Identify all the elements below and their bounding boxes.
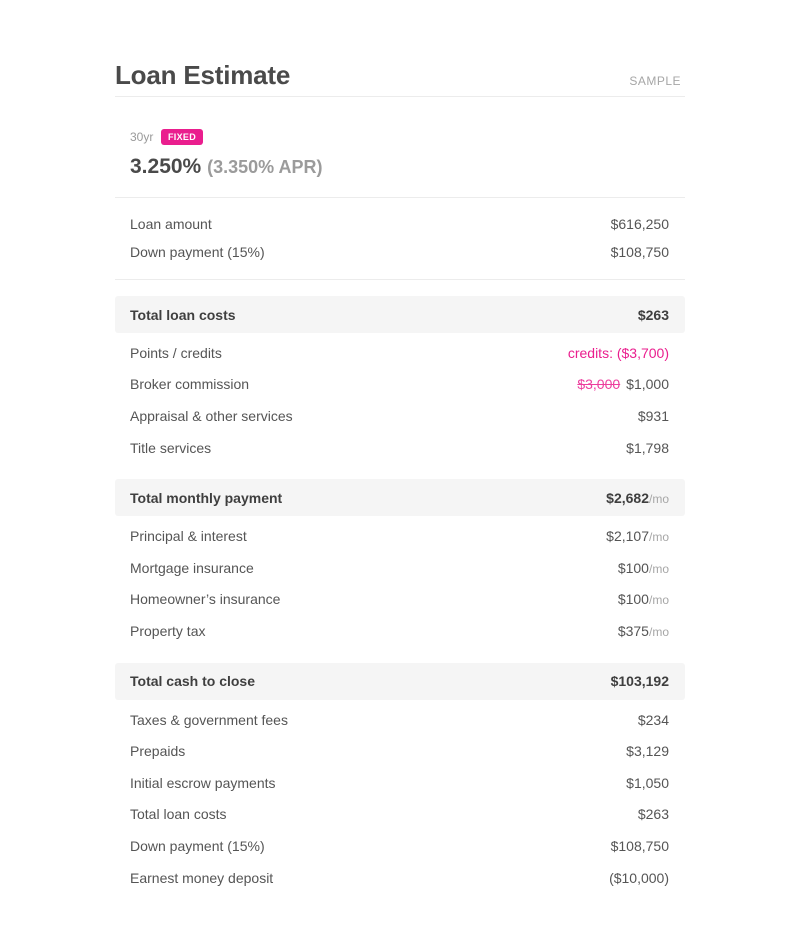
broker-commission-row bbox=[115, 369, 685, 401]
page-title: Loan Estimate bbox=[115, 60, 291, 90]
row-value: $931 bbox=[637, 407, 669, 424]
row-label: Total loan costs bbox=[130, 806, 227, 823]
down-payment-row bbox=[115, 238, 685, 266]
row-value: $3,129 bbox=[626, 743, 669, 760]
apr-value: (3.350% APR) bbox=[207, 157, 323, 177]
row-label: Title services bbox=[130, 439, 212, 456]
earnest-money-row bbox=[115, 862, 685, 894]
loan-amount-row bbox=[115, 210, 685, 238]
row-label: Points / credits bbox=[130, 344, 222, 361]
unit-label: /mo bbox=[648, 593, 669, 608]
row-value: $1,050 bbox=[626, 774, 669, 791]
down-payment-close-row bbox=[115, 830, 685, 862]
row-value: $375 bbox=[617, 622, 649, 639]
row-value: $616,250 bbox=[610, 216, 669, 232]
row-label: Down payment (15%) bbox=[130, 837, 265, 854]
row-value: $234 bbox=[637, 711, 669, 728]
unit-label: /mo bbox=[648, 561, 669, 576]
appraisal-row bbox=[115, 400, 685, 432]
row-value-group bbox=[618, 623, 669, 639]
section-value: $2,682 bbox=[606, 489, 649, 506]
row-value: $1,000 bbox=[626, 376, 669, 393]
row-value: $100 bbox=[617, 559, 649, 576]
row-value-group bbox=[618, 591, 669, 607]
section-header bbox=[115, 296, 685, 333]
prepaids-row bbox=[115, 735, 685, 767]
row-label: Property tax bbox=[130, 622, 206, 639]
row-label: Mortgage insurance bbox=[130, 559, 254, 576]
row-value: $108,750 bbox=[610, 837, 669, 854]
row-value: $108,750 bbox=[610, 244, 669, 260]
original-value: $3,000 bbox=[577, 376, 621, 393]
total-monthly-payment-section bbox=[115, 479, 685, 646]
section-header bbox=[115, 479, 685, 516]
loan-term: 30yr bbox=[130, 130, 154, 144]
row-value: ($10,000) bbox=[609, 869, 669, 886]
rate-block bbox=[115, 97, 685, 198]
section-label: Total monthly payment bbox=[130, 489, 283, 506]
row-value: $2,107 bbox=[606, 528, 649, 545]
row-value: $100 bbox=[617, 591, 649, 608]
row-label: Taxes & government fees bbox=[130, 711, 288, 728]
property-tax-row bbox=[115, 615, 685, 647]
row-value: $1,798 bbox=[626, 439, 669, 456]
rate-value: 3.250% bbox=[130, 155, 202, 178]
sample-label: SAMPLE bbox=[629, 74, 681, 88]
total-loan-costs-section bbox=[115, 296, 685, 463]
section-header bbox=[115, 663, 685, 700]
mortgage-insurance-row bbox=[115, 552, 685, 584]
row-label: Loan amount bbox=[130, 216, 212, 232]
total-cash-to-close-section bbox=[115, 663, 685, 894]
section-value: $103,192 bbox=[610, 673, 669, 690]
card-header bbox=[115, 58, 685, 97]
total-loan-costs-row bbox=[115, 799, 685, 831]
row-label: Appraisal & other services bbox=[130, 407, 293, 424]
loan-summary bbox=[115, 198, 685, 280]
row-value: credits: ($3,700) bbox=[567, 344, 669, 361]
initial-escrow-row bbox=[115, 767, 685, 799]
section-value: $263 bbox=[637, 306, 669, 323]
unit-label: /mo bbox=[648, 491, 669, 506]
title-services-row bbox=[115, 432, 685, 464]
row-label: Principal & interest bbox=[130, 528, 247, 545]
row-label: Down payment (15%) bbox=[130, 244, 265, 260]
interest-rate bbox=[130, 155, 322, 179]
section-label: Total loan costs bbox=[130, 306, 236, 323]
row-value-group bbox=[618, 560, 669, 576]
points-credits-row bbox=[115, 337, 685, 369]
row-label: Prepaids bbox=[130, 743, 186, 760]
row-label: Homeowner’s insurance bbox=[130, 591, 281, 608]
row-value: $263 bbox=[637, 806, 669, 823]
row-label: Broker commission bbox=[130, 376, 250, 393]
taxes-fees-row bbox=[115, 704, 685, 736]
fixed-badge: FIXED bbox=[161, 129, 203, 145]
section-label: Total cash to close bbox=[130, 673, 255, 690]
unit-label: /mo bbox=[648, 530, 669, 545]
unit-label: /mo bbox=[648, 624, 669, 639]
homeowners-insurance-row bbox=[115, 584, 685, 616]
row-label: Earnest money deposit bbox=[130, 869, 274, 886]
row-label: Initial escrow payments bbox=[130, 774, 276, 791]
row-value-group bbox=[606, 528, 669, 544]
principal-interest-row bbox=[115, 520, 685, 552]
row-value-group bbox=[577, 376, 669, 392]
loan-estimate-card bbox=[115, 58, 685, 893]
section-value-group bbox=[606, 490, 669, 506]
